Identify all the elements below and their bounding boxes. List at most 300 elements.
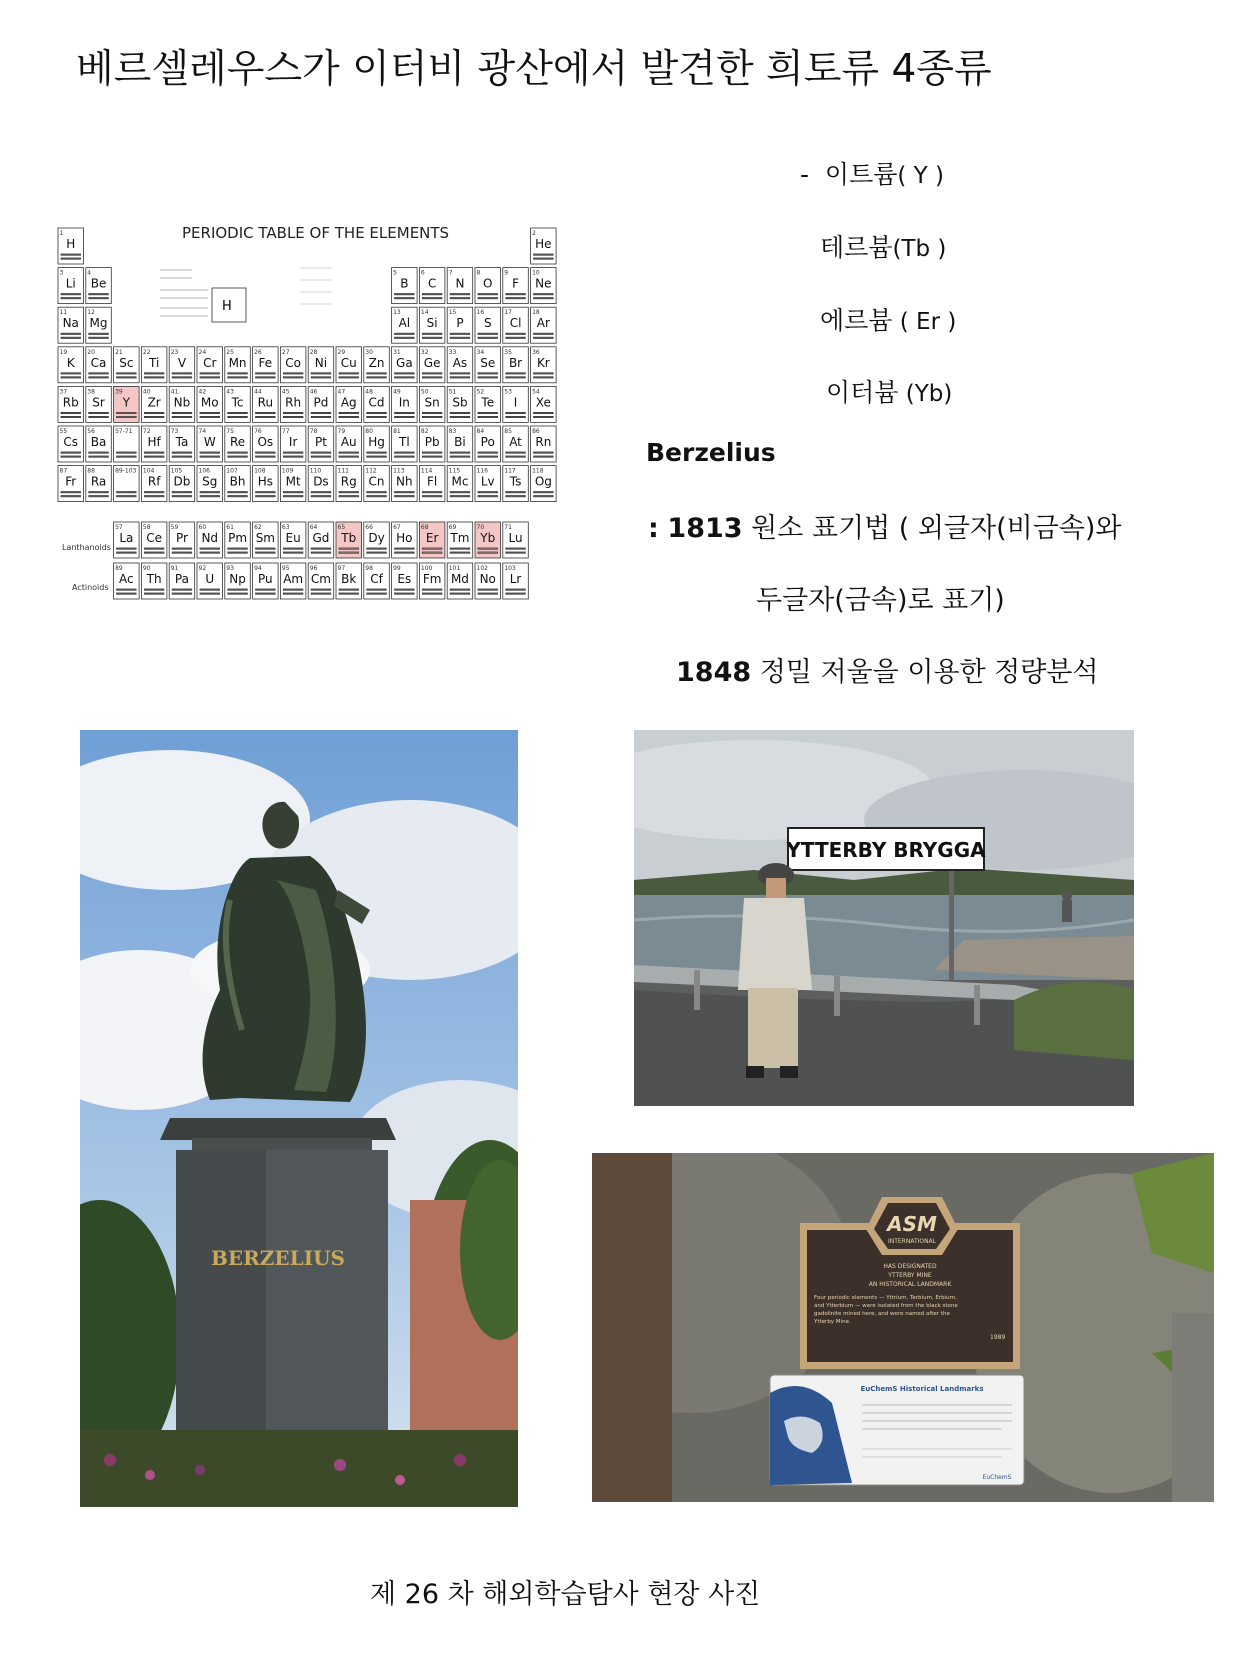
atomic-number: 70 — [476, 524, 485, 531]
element-cell-p — [447, 307, 473, 343]
element-symbol: C — [427, 276, 437, 291]
element-symbol: Bk — [341, 572, 357, 586]
element-cell-he — [531, 228, 557, 264]
atomic-number: 13 — [393, 309, 401, 317]
plaque-line: Ytterby Mine. — [814, 1319, 851, 1325]
lanthanoid-cell-lu — [503, 522, 529, 558]
element-symbol: Ti — [149, 355, 160, 370]
atomic-number: 39 — [115, 388, 123, 396]
element-cell-v — [169, 347, 195, 383]
berzelius-heading: Berzelius — [646, 438, 776, 467]
atomic-number: 26 — [254, 348, 262, 356]
element-symbol: No — [479, 572, 496, 586]
atomic-number: 31 — [393, 348, 401, 356]
element-symbol: Pb — [424, 435, 440, 449]
atomic-number: 14 — [420, 309, 429, 317]
element-name: 이터븀 — [826, 378, 899, 407]
element-symbol: Cr — [203, 355, 217, 370]
atomic-number: 82 — [420, 428, 429, 435]
element-symbol: Ga — [396, 355, 413, 370]
element-symbol: Hf — [147, 435, 161, 449]
element-symbol: Bh — [229, 474, 246, 489]
element-cell-og — [531, 466, 557, 502]
atomic-number: 10 — [532, 269, 540, 277]
periodic-table-key — [160, 268, 332, 322]
atomic-number: 67 — [393, 524, 401, 531]
actinoid-cell-cm — [308, 563, 334, 599]
element-symbol: U — [205, 572, 215, 586]
atomic-number: 6 — [420, 269, 425, 277]
element-cell-b — [392, 268, 418, 304]
atomic-number: 50 — [420, 388, 429, 396]
element-symbol: Tl — [399, 435, 410, 449]
periodic-table-title: PERIODIC TABLE OF THE ELEMENTS — [182, 224, 450, 242]
atomic-number: 27 — [281, 348, 290, 356]
atomic-number: 17 — [504, 309, 512, 317]
element-symbol: Re — [229, 435, 246, 449]
atomic-number: 3 — [59, 269, 64, 277]
element-symbol: Dy — [368, 531, 385, 545]
element-symbol: Rf — [147, 474, 161, 489]
element-cell-rf — [141, 466, 167, 502]
plaque-line: YTTERBY MINE — [888, 1272, 932, 1279]
actinoid-cell-bk — [336, 563, 362, 599]
lanthanoid-cell-yb — [475, 522, 501, 558]
element-cell-mg — [86, 307, 112, 343]
atomic-number: 30 — [365, 348, 373, 356]
plaque-line: Four periodic elements — Yttrium, Terbium, Erbium, — [814, 1295, 957, 1301]
actinoid-cell-pu — [253, 563, 279, 599]
lanthanoid-cell-nd — [197, 522, 223, 558]
element-symbol: P — [456, 316, 464, 331]
atomic-number: 108 — [254, 467, 266, 475]
periodic-table-image — [52, 220, 566, 648]
element-symbol: Te — [481, 395, 495, 410]
element-cell-be — [86, 268, 112, 304]
element-cell-in — [392, 386, 418, 422]
element-cell-ag — [336, 386, 362, 422]
lanthanoid-cell-ce — [141, 522, 167, 558]
atomic-number: 111 — [337, 467, 349, 475]
list-dash: - — [800, 160, 825, 189]
element-cell-bi — [447, 426, 473, 462]
element-cell-si — [419, 307, 445, 343]
lanthanoid-cell-pr — [169, 522, 195, 558]
atomic-number: 29 — [337, 348, 346, 356]
atomic-number: 64 — [309, 524, 318, 531]
atomic-number: 79 — [337, 428, 346, 435]
element-cell-ra — [86, 466, 112, 502]
element-symbol: Sb — [452, 395, 468, 410]
element-symbol: Np — [229, 572, 246, 586]
element-cell-sg — [197, 466, 223, 502]
element-cell-db — [169, 466, 195, 502]
year-1813: 1813 — [667, 513, 743, 544]
atomic-number: 37 — [59, 388, 68, 396]
element-cell-as — [447, 347, 473, 383]
element-symbol: Og — [534, 474, 552, 489]
atomic-number: 48 — [365, 388, 373, 396]
element-cell-sc — [114, 347, 140, 383]
element-symbol: Ho — [396, 531, 413, 545]
atomic-number: 51 — [448, 388, 457, 396]
atomic-number: 103 — [504, 565, 516, 572]
atomic-number: 11 — [59, 309, 68, 317]
element-name: 이트륨 — [824, 160, 898, 189]
lanthanoid-cell-pm — [225, 522, 251, 558]
atomic-number: 4 — [87, 269, 92, 277]
element-cell-fe — [253, 347, 279, 383]
element-cell-sb — [447, 386, 473, 422]
element-symbol: Hg — [368, 435, 385, 449]
atomic-number: 69 — [448, 524, 457, 531]
atomic-number: 68 — [420, 524, 429, 531]
element-symbol: Nb — [173, 395, 191, 410]
element-cell-hs — [253, 466, 279, 502]
element-symbol: Pu — [258, 572, 273, 586]
element-cell-rn — [531, 426, 557, 462]
element-symbol: Se — [480, 355, 496, 370]
element-symbol: Er — [425, 531, 439, 545]
element-cell-nb — [169, 386, 195, 422]
element-symbol: ( Y ) — [897, 163, 944, 189]
element-erbium — [820, 301, 956, 337]
series-placeholder-cell — [114, 426, 140, 462]
element-cell-k — [58, 347, 84, 383]
actinoid-cell-th — [141, 563, 167, 599]
actinoid-cell-es — [392, 563, 418, 599]
atomic-number: 110 — [309, 467, 322, 475]
actinoid-cell-no — [475, 563, 501, 599]
element-symbol: Rg — [340, 474, 357, 489]
element-symbol: (Tb ) — [892, 236, 947, 262]
element-cell-y — [114, 386, 140, 422]
element-cell-xe — [531, 386, 557, 422]
element-symbol: (Yb) — [898, 381, 953, 407]
atomic-number: 2 — [532, 230, 536, 237]
atomic-number: 59 — [170, 524, 179, 531]
plinth-inscription: BERZELIUS — [211, 1246, 345, 1270]
element-cell-fl — [419, 466, 445, 502]
atomic-number: 117 — [504, 467, 516, 475]
atomic-number: 35 — [504, 348, 512, 356]
lanthanoid-cell-la — [114, 522, 140, 558]
element-symbol: Ge — [423, 355, 441, 370]
atomic-number: 57-71 — [115, 428, 133, 435]
element-symbol: Si — [426, 316, 438, 331]
element-cell-re — [225, 426, 251, 462]
actinoid-cell-am — [280, 563, 306, 599]
asm-logo-sub: INTERNATIONAL — [887, 1238, 937, 1245]
atomic-number: 34 — [476, 348, 485, 356]
series-placeholder-cell — [114, 466, 140, 502]
element-symbol: Sr — [92, 395, 105, 410]
element-cell-ni — [308, 347, 334, 383]
element-cell-zr — [141, 386, 167, 422]
element-symbol: Cd — [368, 395, 385, 410]
element-cell-ba — [86, 426, 112, 462]
element-cell-at — [503, 426, 529, 462]
element-cell-rg — [336, 466, 362, 502]
element-cell-mt — [280, 466, 306, 502]
element-symbol: Tc — [231, 395, 244, 410]
element-symbol: Ce — [146, 531, 163, 545]
atomic-number: 63 — [281, 524, 290, 531]
atomic-number: 114 — [420, 467, 433, 475]
element-symbol: As — [452, 355, 468, 370]
key-symbol: H — [222, 299, 232, 314]
element-yttrium — [800, 155, 944, 191]
element-cell-ca — [86, 347, 112, 383]
element-symbol: Be — [90, 276, 107, 291]
atomic-number: 28 — [309, 348, 318, 356]
atomic-number: 20 — [87, 348, 95, 356]
plaque-line: gadolinite mined here, and were named after the — [814, 1311, 950, 1317]
element-symbol: Xe — [535, 395, 551, 410]
element-symbol: N — [455, 276, 465, 291]
atomic-number: 83 — [448, 428, 457, 435]
info-text: 원소 표기법 ( 외글자(비금속)와 — [751, 513, 1122, 544]
element-symbol: I — [513, 395, 518, 410]
atomic-number: 76 — [254, 428, 262, 435]
element-symbol: Ag — [340, 395, 357, 410]
element-symbol: Rn — [535, 435, 552, 449]
atomic-number: 54 — [532, 388, 540, 396]
atomic-number: 77 — [281, 428, 290, 435]
lanthanoid-cell-tb — [336, 522, 362, 558]
atomic-number: 91 — [170, 565, 179, 572]
element-cell-pt — [308, 426, 334, 462]
atomic-number: 25 — [226, 348, 234, 356]
element-cell-rh — [280, 386, 306, 422]
atomic-number: 8 — [476, 269, 481, 277]
atomic-number: 32 — [420, 348, 429, 356]
atomic-number: 113 — [393, 467, 405, 475]
actinoids-label: Actinoids — [72, 583, 109, 592]
element-cell-tc — [225, 386, 251, 422]
element-symbol: Tb — [341, 531, 357, 545]
atomic-number: 112 — [365, 467, 377, 475]
element-cell-f — [503, 268, 529, 304]
element-symbol: Zn — [368, 355, 385, 370]
element-symbol: Ni — [314, 355, 328, 370]
element-cell-hf — [141, 426, 167, 462]
element-symbol: H — [66, 237, 76, 251]
element-name: 에르븀 — [820, 306, 893, 335]
element-cell-nh — [392, 466, 418, 502]
element-symbol: Mn — [228, 355, 247, 370]
atomic-number: 15 — [448, 309, 457, 317]
atomic-number: 87 — [59, 467, 68, 475]
element-cell-fr — [58, 466, 84, 502]
atomic-number: 81 — [393, 428, 401, 435]
lanthanoid-cell-dy — [364, 522, 390, 558]
euchems-title: EuChemS Historical Landmarks — [860, 1385, 984, 1393]
atomic-number: 74 — [198, 428, 207, 435]
element-symbol: Sc — [119, 355, 134, 370]
atomic-number: 33 — [448, 348, 457, 356]
atomic-number: 90 — [142, 565, 151, 572]
atomic-number: 53 — [504, 388, 512, 396]
atomic-number: 24 — [198, 348, 207, 356]
element-symbol: Cn — [368, 474, 385, 489]
element-symbol: Kr — [536, 355, 550, 370]
atomic-number: 75 — [226, 428, 234, 435]
atomic-number: 89-103 — [115, 467, 137, 475]
element-symbol: La — [119, 531, 134, 545]
atomic-number: 55 — [59, 428, 68, 435]
actinoid-cell-cf — [364, 563, 390, 599]
element-symbol: Hs — [257, 474, 273, 489]
element-symbol: Sg — [202, 474, 218, 489]
element-symbol: Es — [397, 572, 412, 586]
element-cell-tl — [392, 426, 418, 462]
element-cell-s — [475, 307, 501, 343]
year-1848: 1848 — [676, 657, 752, 688]
element-cell-te — [475, 386, 501, 422]
atomic-number: 104 — [142, 467, 155, 475]
atomic-number: 106 — [198, 467, 210, 475]
element-symbol: Ac — [119, 572, 134, 586]
element-cell-ds — [308, 466, 334, 502]
element-symbol: S — [483, 316, 492, 331]
asm-logo: ASM — [887, 1212, 937, 1236]
atomic-number: 46 — [309, 388, 318, 396]
atomic-number: 84 — [476, 428, 485, 435]
element-symbol: Rh — [285, 395, 302, 410]
element-symbol: Th — [146, 572, 162, 586]
element-symbol: Cm — [310, 572, 331, 586]
atomic-number: 9 — [504, 269, 509, 277]
atomic-number: 49 — [393, 388, 401, 396]
element-symbol: Mg — [89, 316, 108, 331]
element-symbol: Al — [398, 316, 411, 331]
atomic-number: 52 — [476, 388, 485, 396]
element-cell-cu — [336, 347, 362, 383]
element-symbol: Pm — [228, 531, 248, 545]
atomic-number: 92 — [198, 565, 207, 572]
element-cell-br — [503, 347, 529, 383]
element-symbol: Nh — [396, 474, 413, 489]
plaque-line: and Ytterbium — were isolated from the black stone — [814, 1303, 958, 1309]
element-cell-ts — [503, 466, 529, 502]
atomic-number: 36 — [532, 348, 540, 356]
element-cell-cd — [364, 386, 390, 422]
element-symbol: V — [177, 355, 187, 370]
element-ytterbium — [826, 373, 952, 409]
plaque-year: 1989 — [990, 1334, 1006, 1341]
element-cell-ru — [253, 386, 279, 422]
actinoid-cell-u — [197, 563, 223, 599]
atomic-number: 43 — [226, 388, 234, 396]
element-cell-ga — [392, 347, 418, 383]
atomic-number: 118 — [532, 467, 544, 475]
atomic-number: 57 — [115, 524, 123, 531]
element-symbol: Rb — [62, 395, 79, 410]
element-symbol: Ru — [257, 395, 274, 410]
actinoid-cell-lr — [503, 563, 529, 599]
element-cell-ge — [419, 347, 445, 383]
element-symbol: Pr — [175, 531, 188, 545]
atomic-number: 61 — [226, 524, 234, 531]
element-symbol: Am — [283, 572, 304, 586]
element-symbol: ( Er ) — [892, 309, 957, 335]
element-symbol: Lv — [480, 474, 495, 489]
lanthanoid-cell-er — [419, 522, 445, 558]
element-symbol: Lr — [509, 572, 522, 586]
atomic-number: 66 — [365, 524, 373, 531]
page-title: 베르셀레우스가 이터비 광산에서 발견한 희토류 4종류 — [76, 47, 992, 92]
lanthanoid-cell-tm — [447, 522, 473, 558]
atomic-number: 16 — [476, 309, 485, 317]
atomic-number: 78 — [309, 428, 318, 435]
info-line-1813 — [648, 506, 1122, 545]
lanthanoids-label: Lanthanoids — [62, 543, 111, 552]
atomic-number: 88 — [87, 467, 95, 475]
element-symbol: O — [483, 276, 493, 291]
actinoid-cell-np — [225, 563, 251, 599]
atomic-number: 21 — [115, 348, 123, 356]
euchems-brand: EuChemS — [982, 1474, 1012, 1481]
info-line-1813-cont: 두글자(금속)로 표기) — [756, 585, 1005, 616]
ytterby-mine-plaque-photo — [592, 1153, 1214, 1502]
element-cell-al — [392, 307, 418, 343]
atomic-number: 42 — [198, 388, 207, 396]
plaque-line: AN HISTORICAL LANDMARK — [868, 1281, 952, 1288]
element-cell-na — [58, 307, 84, 343]
element-cell-i — [503, 386, 529, 422]
element-cell-kr — [531, 347, 557, 383]
element-symbol: Ir — [288, 435, 298, 449]
atomic-number: 95 — [281, 565, 290, 572]
photo-caption: 제 26 차 해외학습탐사 현장 사진 — [370, 1579, 761, 1610]
element-symbol: Lu — [508, 531, 523, 545]
element-symbol: Br — [508, 355, 523, 370]
element-symbol: Sn — [424, 395, 440, 410]
ytterby-brygga-photo — [634, 730, 1134, 1106]
atomic-number: 56 — [87, 428, 95, 435]
atomic-number: 41 — [170, 388, 179, 396]
element-cell-c — [419, 268, 445, 304]
atomic-number: 22 — [142, 348, 151, 356]
element-symbol: K — [66, 355, 75, 370]
element-cell-po — [475, 426, 501, 462]
plaque-line: HAS DESIGNATED — [883, 1263, 937, 1270]
atomic-number: 102 — [476, 565, 488, 572]
atomic-number: 60 — [198, 524, 207, 531]
element-symbol: Po — [480, 435, 495, 449]
element-cell-w — [197, 426, 223, 462]
element-cell-zn — [364, 347, 390, 383]
element-cell-cl — [503, 307, 529, 343]
element-symbol: Ts — [509, 474, 522, 489]
element-symbol: Os — [257, 435, 274, 449]
element-cell-ar — [531, 307, 557, 343]
atomic-number: 18 — [532, 309, 540, 317]
element-symbol: Db — [173, 474, 191, 489]
atomic-number: 72 — [142, 428, 151, 435]
lanthanoid-cell-eu — [280, 522, 306, 558]
element-symbol: Md — [450, 572, 469, 586]
atomic-number: 62 — [254, 524, 262, 531]
element-symbol: Eu — [285, 531, 301, 545]
element-cell-cr — [197, 347, 223, 383]
element-cell-ne — [531, 268, 557, 304]
atomic-number: 73 — [170, 428, 179, 435]
atomic-number: 94 — [254, 565, 262, 572]
element-symbol: Na — [62, 316, 79, 331]
actinoid-cell-fm — [419, 563, 445, 599]
